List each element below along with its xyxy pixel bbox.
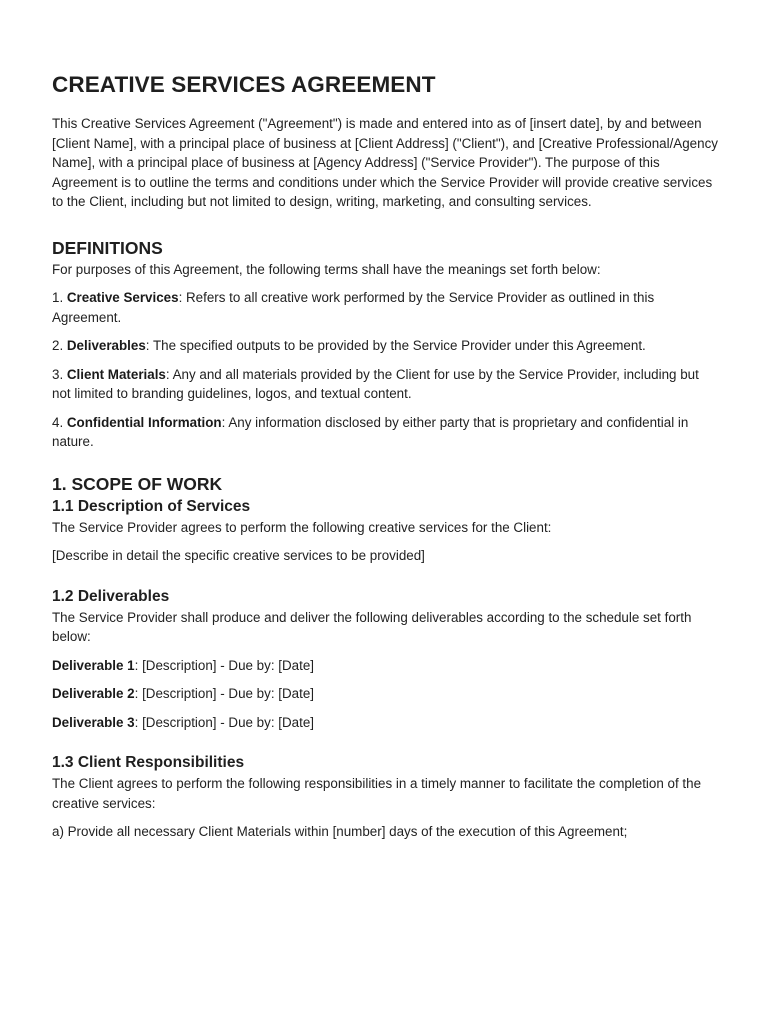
definition-text: : Any information disclosed by either party that is proprietary and confidential in nature. xyxy=(52,414,689,449)
client-responsibility-item: a) Provide all necessary Client Materials within [number] days of the execution of this Agreement; xyxy=(52,824,628,839)
definition-term: Confidential Information xyxy=(66,414,222,430)
definition-number: 3. xyxy=(52,366,67,382)
deliverable-item xyxy=(52,656,720,676)
deliverable-label: Deliverable 1 xyxy=(52,657,135,673)
definition-text: : Any and all materials provided by the Client for use by the Service Provider, including but not limited to branding guidelines, logos, and textual content. xyxy=(52,366,699,401)
definition-item xyxy=(52,336,720,356)
services-lead: The Service Provider agrees to perform the following creative services for the Client: xyxy=(52,519,552,535)
intro-paragraph: This Creative Services Agreement ("Agreement") is made and entered into as of [insert date], by and between [Client Name], with a principal place of business at [Client Address] ("Client"), and [Creative Professional/Agency Name], with a principal place of business at [Agency Address] ("Service Provider"). The purpose of this Agreement is to outline the terms and conditions under which the Service Provider will provide creative services to the Client, including but not limited to design, writing, marketing, and consulting services. xyxy=(52,116,718,209)
document-title: CREATIVE SERVICES AGREEMENT xyxy=(52,72,436,97)
deliverable-item xyxy=(52,713,720,733)
deliverable-label: Deliverable 3 xyxy=(52,714,135,730)
client-responsibilities-subheading: 1.3 Client Responsibilities xyxy=(52,754,245,771)
definition-term: Creative Services xyxy=(66,290,179,305)
definition-number: 1. xyxy=(52,290,67,305)
definition-item xyxy=(52,413,720,452)
deliverable-text: : [Description] - Due by: [Date] xyxy=(134,686,314,701)
deliverable-text: : [Description] - Due by: [Date] xyxy=(134,714,314,730)
definition-number: 4. xyxy=(52,414,67,430)
definition-term: Client Materials xyxy=(66,366,166,382)
definition-text: : The specified outputs to be provided by the Service Provider under this Agreement. xyxy=(145,338,646,353)
deliverables-lead: The Service Provider shall produce and deliver the following deliverables according to the schedule set forth below: xyxy=(52,609,692,644)
deliverable-text: : [Description] - Due by: [Date] xyxy=(134,657,314,673)
deliverable-label: Deliverable 2 xyxy=(52,686,135,701)
definition-item xyxy=(52,288,720,327)
definition-number: 2. xyxy=(52,338,67,353)
definition-item xyxy=(52,365,720,404)
client-responsibilities-lead: The Client agrees to perform the following responsibilities in a timely manner to facilitate the completion of the creative services: xyxy=(52,776,702,811)
services-placeholder: [Describe in detail the specific creative services to be provided] xyxy=(52,548,425,563)
deliverables-subheading: 1.2 Deliverables xyxy=(52,587,170,605)
definitions-lead: For purposes of this Agreement, the following terms shall have the meanings set forth below: xyxy=(52,261,601,277)
services-subheading: 1.1 Description of Services xyxy=(52,497,251,515)
deliverable-item xyxy=(52,684,720,704)
definition-text: : Refers to all creative work performed by the Service Provider as outlined in this Agreement. xyxy=(52,290,655,325)
scope-heading: 1. SCOPE OF WORK xyxy=(52,473,223,494)
definitions-heading: DEFINITIONS xyxy=(52,237,163,258)
definition-term: Deliverables xyxy=(66,338,146,353)
document-page xyxy=(52,70,720,842)
